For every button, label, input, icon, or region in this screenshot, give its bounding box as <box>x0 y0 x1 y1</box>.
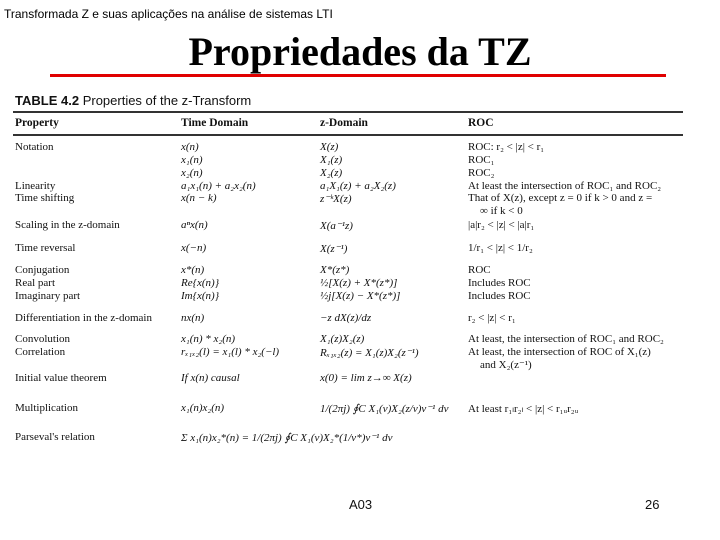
time-domain-cell: aⁿx(n) <box>181 219 208 231</box>
property-cell: Real part <box>15 277 56 289</box>
time-domain-cell: rₓ₁ₓ₂(l) = x₁(l) * x₂(−l) <box>181 346 280 358</box>
time-domain-cell: x₂(n) <box>181 167 203 179</box>
property-cell: Multiplication <box>15 402 78 414</box>
table-header-rule <box>13 134 683 136</box>
roc-cell: ROC₂ <box>468 167 495 179</box>
roc-cell: At least r₁ₗr₂ₗ < |z| < r₁ᵤr₂ᵤ <box>468 403 579 415</box>
table-caption-label: TABLE 4.2 <box>15 93 80 108</box>
roc-cell: At least, the intersection of ROC₁ and ROC₂ <box>468 333 664 345</box>
property-cell: Differentiation in the z-domain <box>15 312 152 324</box>
column-header-property: Property <box>15 117 59 129</box>
time-domain-cell: x₁(n) * x₂(n) <box>181 333 236 345</box>
title-underline <box>50 74 666 77</box>
z-domain-cell: Rₓ₁ₓ₂(z) = X₁(z)X₂(z⁻¹) <box>320 347 419 359</box>
property-cell: Conjugation <box>15 264 70 276</box>
time-domain-cell: x(n) <box>181 141 199 153</box>
time-domain-cell: x*(n) <box>181 264 205 276</box>
property-cell: Imaginary part <box>15 290 81 302</box>
roc-cell: ROC₁ <box>468 154 495 166</box>
z-domain-cell: a₁X₁(z) + a₂X₂(z) <box>320 180 396 192</box>
time-domain-cell: If x(n) causal <box>181 372 240 384</box>
property-cell: Notation <box>15 141 54 153</box>
time-domain-cell: x₁(n)x₂(n) <box>181 402 225 414</box>
property-cell: Correlation <box>15 346 66 358</box>
time-domain-cell: Im{x(n)} <box>181 290 220 302</box>
z-domain-cell: 1/(2πj) ∮C X₁(v)X₂(z/v)v⁻¹ dv <box>320 403 449 415</box>
page-number: 26 <box>645 497 660 512</box>
roc-cell: At least, the intersection of ROC of X₁(z) <box>468 346 651 358</box>
roc-cell: and X₂(z⁻¹) <box>480 359 532 371</box>
footer-code: A03 <box>349 497 373 512</box>
time-domain-cell: Σ x₁(n)x₂*(n) = 1/(2πj) ∮C X₁(v)X₂*(1/v*)v⁻¹ dv <box>181 432 393 444</box>
column-header-time-domain: Time Domain <box>181 117 249 129</box>
time-domain-cell: x₁(n) <box>181 154 203 166</box>
presentation-subtitle: Transformada Z e suas aplicações na análise de sistemas LTI <box>4 7 333 21</box>
roc-cell: ROC: r₂ < |z| < r₁ <box>468 141 545 153</box>
roc-cell: r₂ < |z| < r₁ <box>468 312 516 324</box>
z-domain-cell: X₁(z)X₂(z) <box>320 333 365 345</box>
roc-cell: 1/r₁ < |z| < 1/r₂ <box>468 242 533 254</box>
z-domain-cell: X(a⁻¹z) <box>320 220 353 232</box>
roc-cell: ROC <box>468 264 491 276</box>
time-domain-cell: nx(n) <box>181 312 205 324</box>
z-domain-cell: z⁻ᵏX(z) <box>320 193 352 205</box>
z-domain-cell: X*(z*) <box>320 264 350 276</box>
property-cell: Scaling in the z-domain <box>15 219 120 231</box>
table-caption <box>15 93 251 108</box>
table-top-rule <box>13 111 683 113</box>
roc-cell: ∞ if k < 0 <box>480 205 523 217</box>
roc-cell: That of X(z), except z = 0 if k > 0 and z = <box>468 192 653 204</box>
roc-cell: Includes ROC <box>468 277 531 289</box>
property-cell: Linearity <box>15 180 56 192</box>
time-domain-cell: a₁x₁(n) + a₂x₂(n) <box>181 180 256 192</box>
z-domain-cell: x(0) = lim z→∞ X(z) <box>320 372 412 384</box>
z-domain-cell: ½[X(z) + X*(z*)] <box>320 277 398 289</box>
z-domain-cell: −z dX(z)/dz <box>320 312 372 324</box>
z-domain-cell: X₂(z) <box>320 167 343 179</box>
column-header-roc: ROC <box>468 117 494 129</box>
roc-cell: At least the intersection of ROC₁ and ROC₂ <box>468 180 662 192</box>
z-domain-cell: X₁(z) <box>320 154 343 166</box>
table-caption-text: Properties of the z-Transform <box>82 93 252 108</box>
z-domain-cell: X(z⁻¹) <box>320 243 348 255</box>
time-domain-cell: Re{x(n)} <box>181 277 220 289</box>
property-cell: Time reversal <box>15 242 76 254</box>
roc-cell: |a|r₂ < |z| < |a|r₁ <box>468 219 535 231</box>
column-header-z-domain: z-Domain <box>320 117 368 129</box>
z-domain-cell: ½j[X(z) − X*(z*)] <box>320 290 401 302</box>
property-cell: Parseval's relation <box>15 431 95 443</box>
property-cell: Convolution <box>15 333 71 345</box>
z-domain-cell: X(z) <box>320 141 339 153</box>
property-cell: Time shifting <box>15 192 75 204</box>
roc-cell: Includes ROC <box>468 290 531 302</box>
time-domain-cell: x(−n) <box>181 242 207 254</box>
time-domain-cell: x(n − k) <box>181 192 217 204</box>
property-cell: Initial value theorem <box>15 372 107 384</box>
slide-title: Propriedades da TZ <box>188 29 532 74</box>
